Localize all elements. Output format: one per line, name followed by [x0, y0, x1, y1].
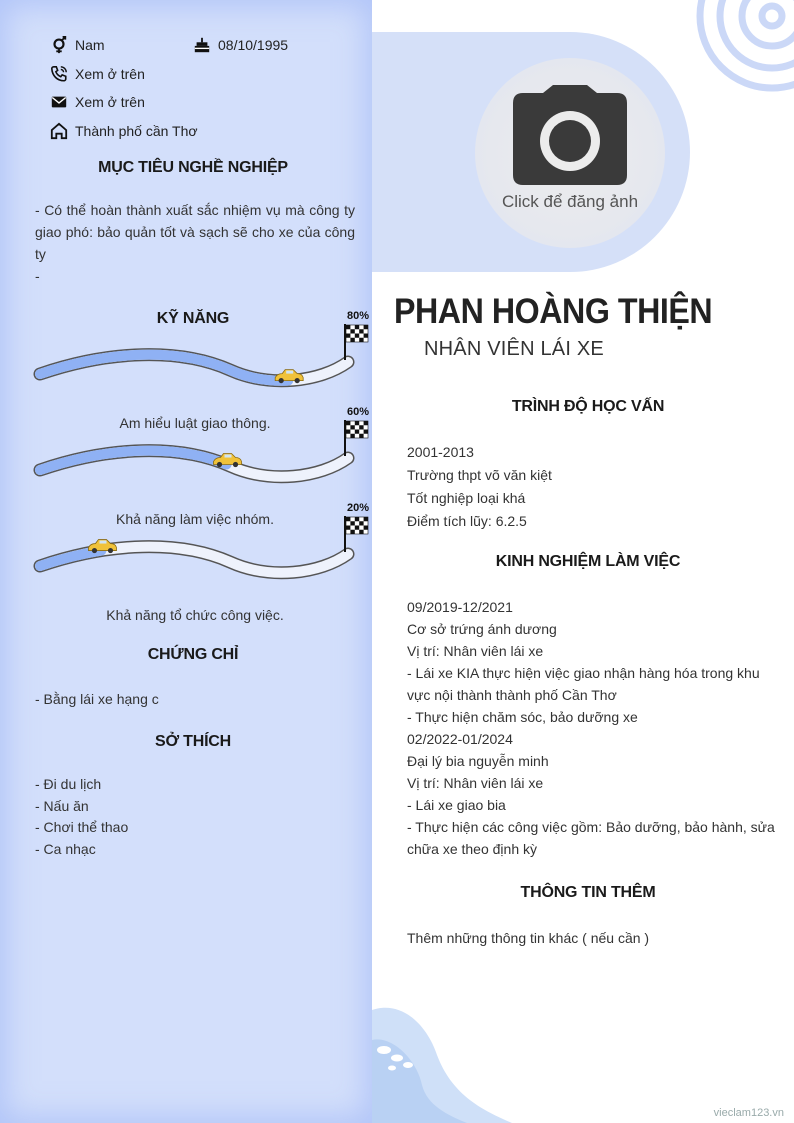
certificate-line: - Bằng lái xe hạng c: [35, 691, 159, 707]
skill-item: [30, 310, 375, 400]
skill-label: Am hiểu luật giao thông.: [119, 415, 271, 431]
phone-icon: [50, 65, 68, 83]
experience-body: [407, 596, 777, 860]
gender-row: [50, 36, 105, 54]
experience-line: 09/2019-12/2021: [407, 599, 513, 615]
finish-flag-icon: [344, 324, 368, 360]
gender-icon: [50, 36, 68, 54]
skill-road: [30, 310, 375, 400]
candidate-name: PHAN HOÀNG THIỆN: [394, 292, 713, 331]
email-row: [50, 93, 145, 111]
skill-item: [30, 502, 375, 592]
skill-road: [30, 502, 375, 592]
email-text: Xem ở trên: [75, 94, 145, 110]
hobby-line: - Ca nhạc: [35, 840, 96, 857]
envelope-icon: [50, 93, 68, 111]
hobbies-title: SỞ THÍCH: [154, 733, 232, 750]
phone-text: Xem ở trên: [75, 66, 145, 82]
hobbies-body: [35, 774, 355, 860]
skill-label: Khả năng làm việc nhóm.: [116, 511, 274, 527]
experience-line: Đại lý bia nguyễn minh: [407, 753, 549, 769]
objective-title: MỤC TIÊU NGHỀ NGHIỆP: [98, 159, 288, 176]
candidate-position: NHÂN VIÊN LÁI XE: [424, 338, 604, 360]
experience-line: - Thực hiện chăm sóc, bảo dưỡng xe: [407, 709, 638, 725]
experience-line: 02/2022-01/2024: [407, 731, 513, 747]
skill-percent: 20%: [346, 502, 369, 514]
photo-upload-text[interactable]: Click để đăng ảnh: [501, 192, 639, 211]
skill-percent: 60%: [346, 406, 369, 418]
finish-flag-icon: [344, 516, 368, 552]
experience-line: - Thực hiện các công việc gồm: Bảo dưỡng, bảo hành, sửa chữa xe theo định kỳ: [407, 819, 775, 857]
experience-line: Cơ sở trứng ánh dương: [407, 621, 557, 637]
hobby-line: - Chơi thể thao: [35, 819, 129, 835]
decor-rings: [694, 0, 794, 95]
skill-road: [30, 406, 375, 496]
hobby-line: - Nấu ăn: [35, 797, 89, 814]
education-line: 2001-2013: [407, 444, 474, 460]
experience-line: - Lái xe giao bia: [407, 797, 506, 813]
objective-body: [35, 199, 355, 287]
education-line: Tốt nghiệp loại khá: [407, 490, 526, 506]
education-line: Trường thpt võ văn kiệt: [407, 467, 552, 483]
extra-line: Thêm những thông tin khác ( nếu cần ): [407, 930, 650, 946]
education-body: [407, 441, 777, 533]
certificates-body: [35, 688, 355, 710]
address-row: [50, 122, 198, 140]
experience-title: KINH NGHIỆM LÀM VIỆC: [495, 553, 681, 570]
camera-icon[interactable]: [513, 85, 627, 185]
decor-wave: [372, 1000, 512, 1123]
hobby-line: - Đi du lịch: [35, 776, 102, 792]
objective-line: -: [35, 268, 40, 284]
address-text: Thành phố cần Thơ: [75, 123, 198, 139]
cake-icon: [193, 36, 211, 54]
skill-label: Khả năng tổ chức công việc.: [106, 607, 284, 623]
birthday-row: [193, 36, 288, 54]
finish-flag-icon: [344, 420, 368, 456]
experience-line: Vị trí: Nhân viên lái xe: [407, 643, 544, 659]
extra-title: THÔNG TIN THÊM: [520, 884, 656, 901]
gender-text: Nam: [75, 37, 105, 53]
certificates-title: CHỨNG CHỈ: [147, 646, 239, 663]
birthday-text: 08/10/1995: [218, 37, 289, 53]
education-title: TRÌNH ĐỘ HỌC VẤN: [511, 398, 665, 415]
education-line: Điểm tích lũy: 6.2.5: [407, 513, 527, 529]
extra-body: [407, 927, 777, 949]
experience-line: Vị trí: Nhân viên lái xe: [407, 775, 544, 791]
skills-title: KỸ NĂNG: [156, 310, 230, 327]
experience-line: - Lái xe KIA thực hiện việc giao nhận hàng hóa trong khu vực nội thành thành phố Cần Thơ: [407, 665, 760, 703]
watermark: vieclam123.vn: [713, 1107, 784, 1119]
phone-row: [50, 65, 145, 83]
skill-item: [30, 406, 375, 496]
skill-percent: 80%: [346, 310, 369, 322]
home-icon: [50, 122, 68, 140]
objective-line: - Có thể hoàn thành xuất sắc nhiệm vụ mà công ty giao phó: bảo quản tốt và sạch sẽ cho xe của công ty: [35, 202, 355, 262]
